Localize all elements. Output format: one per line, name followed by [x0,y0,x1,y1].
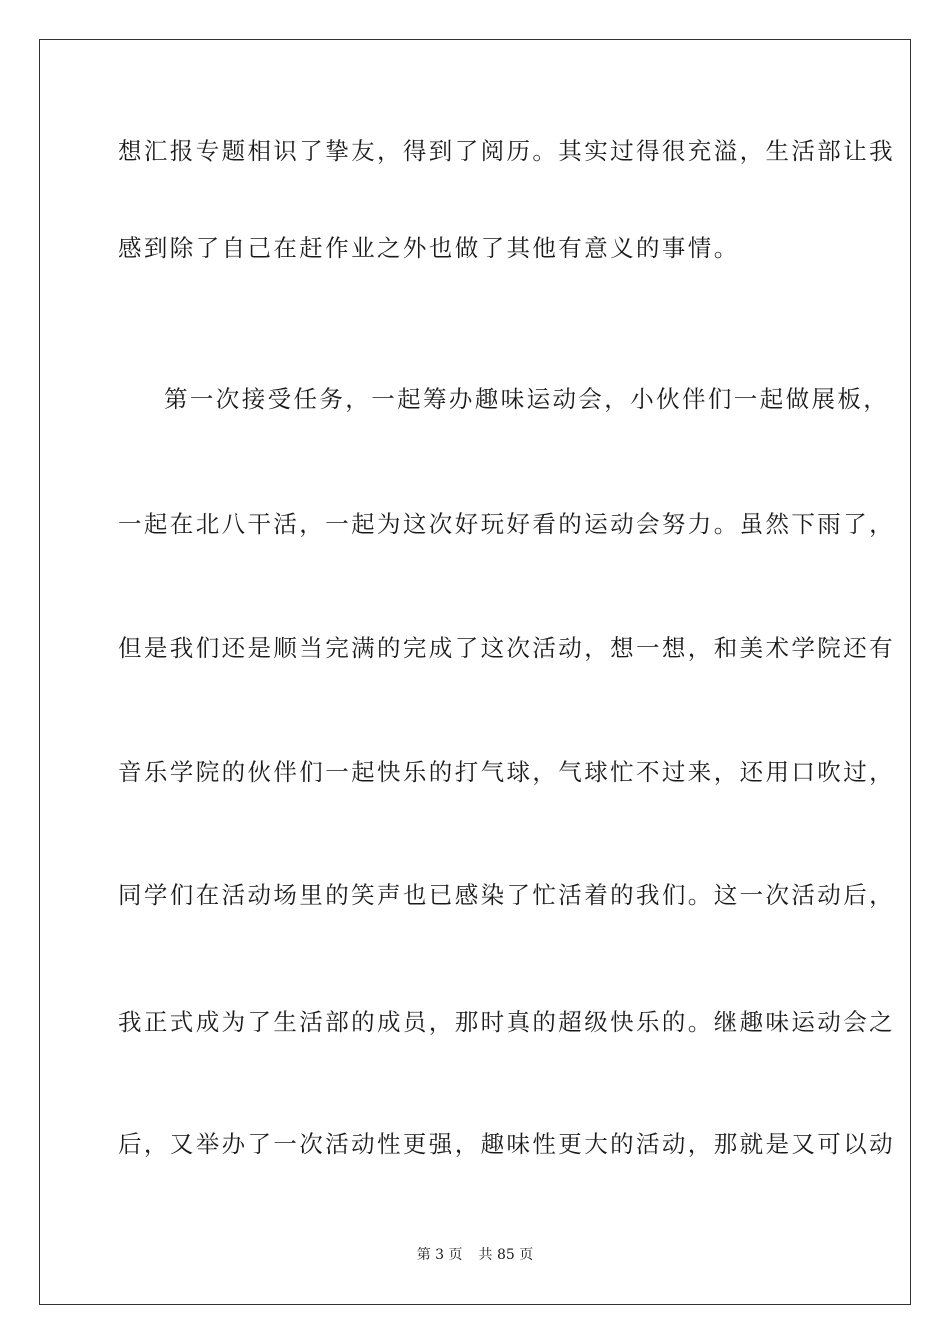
page-border [39,39,911,1305]
body-line-3: 第一次接受任务，一起筹办趣味运动会，小伙伴们一起做展板， [164,385,890,413]
page-number: 第 3 页 [416,1247,463,1263]
body-line-1: 想汇报专题相识了挚友，得到了阅历。其实过得很充溢，生活部让我 [118,137,895,165]
body-line-2: 感到除了自己在赶作业之外也做了其他有意义的事情。 [118,234,740,262]
body-line-7: 同学们在活动场里的笑声也已感染了忙活着的我们。这一次活动后， [118,881,895,909]
body-line-8: 我正式成为了生活部的成员，那时真的超级快乐的。继趣味运动会之 [118,1008,895,1036]
body-line-4: 一起在北八干活，一起为这次好玩好看的运动会努力。虽然下雨了， [118,510,895,538]
page-total: 共 85 页 [478,1247,534,1263]
body-line-5: 但是我们还是顺当完满的完成了这次活动，想一想，和美术学院还有 [118,634,895,662]
body-line-9: 后，又举办了一次活动性更强，趣味性更大的活动，那就是又可以动 [118,1130,895,1158]
body-line-6: 音乐学院的伙伴们一起快乐的打气球，气球忙不过来，还用口吹过， [118,758,895,786]
page-footer [0,1246,950,1264]
